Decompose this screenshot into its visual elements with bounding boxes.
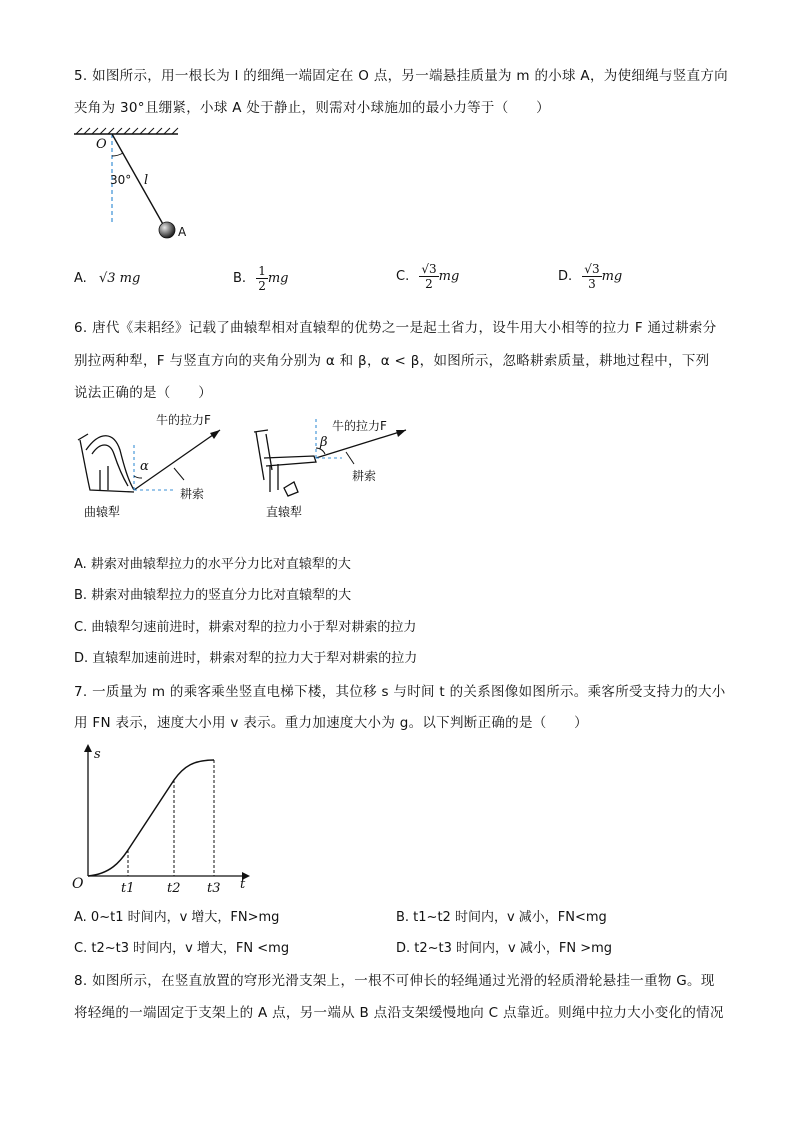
q5-option-a: A. √3 mg [74,271,141,286]
label-O: O [96,137,107,152]
q7-stem-line2: 用 FN 表示，速度大小用 v 表示。重力加速度大小为 g。以下判断正确的是（ ） [74,715,588,731]
label-A: A [178,225,187,239]
q5-stem-line2: 夹角为 30°且绷紧，小球 A 处于静止，则需对小球施加的最小力等于（ ） [74,100,550,116]
q5-option-c: C. $\frac{√3}{2}$ mg [396,262,460,291]
right-force-label: 牛的拉力F [332,419,387,433]
s-t-curve [88,760,214,876]
q7-option-c: C. t2~t3 时间内，v 增大，FN <mg [74,941,290,956]
curved-plough-caption: 曲辕犁 [84,505,121,519]
label-l: l [144,173,149,188]
q7-option-a: A. 0~t1 时间内，v 增大，FN>mg [74,910,280,925]
q6-stem-line1: 6. 唐代《耒耜经》记载了曲辕犁相对直辕犁的优势之一是起土省力，设牛用大小相等的拉力 F 通过耕索分 [74,320,717,336]
q6-stem-line2: 别拉两种犁，F 与竖直方向的夹角分别为 α 和 β，α < β，如图所示，忽略耕索质量，耕地过程中，下列 [74,353,710,369]
straight-plough-drawing [254,430,316,496]
q5-pendulum-figure [70,126,210,246]
q8-stem-line1: 8. 如图所示，在竖直放置的穹形光滑支架上，一根不可伸长的轻绳通过光滑的轻质滑轮悬挂一重物 G。现 [74,973,715,989]
q6-plough-figure [70,410,430,522]
q6-option-b: B. 耕索对曲辕犁拉力的竖直分力比对直辕犁的大 [74,588,352,603]
s-axis-label: s [94,747,101,762]
q5-option-b: B. $\frac{1}{2}$ mg [233,264,289,293]
q5-stem-line1: 5. 如图所示，用一根长为 l 的细绳一端固定在 O 点，另一端悬挂质量为 m 的小球 A，为使细绳与竖直方向 [74,68,728,84]
label-angle-30: 30° [110,173,132,187]
angle-alpha-label: α [140,459,149,474]
q6-option-a: A. 耕索对曲辕犁拉力的水平分力比对直辕犁的大 [74,557,351,572]
ball-A [159,222,175,238]
q7-option-b: B. t1~t2 时间内，v 减小，FN<mg [396,910,607,925]
curved-plough-drawing [78,434,134,492]
origin-label: O [72,876,84,892]
right-rope-label: 耕索 [352,469,377,483]
q7-option-d: D. t2~t3 时间内，v 减小，FN >mg [396,941,613,956]
q8-stem-line2: 将轻绳的一端固定于支架上的 A 点，另一端从 B 点沿支架缓慢地向 C 点靠近。则绳中拉力大小变化的情况 [74,1005,724,1021]
q6-option-c: C. 曲辕犁匀速前进时，耕索对犁的拉力小于犁对耕索的拉力 [74,620,417,635]
q7-displacement-time-graph [70,740,260,896]
t1-label: t1 [121,881,135,896]
q6-stem-line3: 说法正确的是（ ） [74,385,212,401]
left-rope-label: 耕索 [180,487,205,501]
q6-option-d: D. 直辕犁加速前进时，耕索对犁的拉力大于犁对耕索的拉力 [74,651,418,666]
angle-beta-label: β [320,435,328,450]
t3-label: t3 [207,881,221,896]
q7-stem-line1: 7. 一质量为 m 的乘客乘坐竖直电梯下楼，其位移 s 与时间 t 的关系图像如图所示。乘客所受支持力的大小 [74,684,726,700]
t-axis-label: t [240,877,246,892]
left-force-label: 牛的拉力F [156,413,211,427]
q5-option-d: D. $\frac{√3}{3}$ mg [558,262,623,291]
straight-plough-caption: 直辕犁 [266,505,303,519]
t2-label: t2 [167,881,181,896]
